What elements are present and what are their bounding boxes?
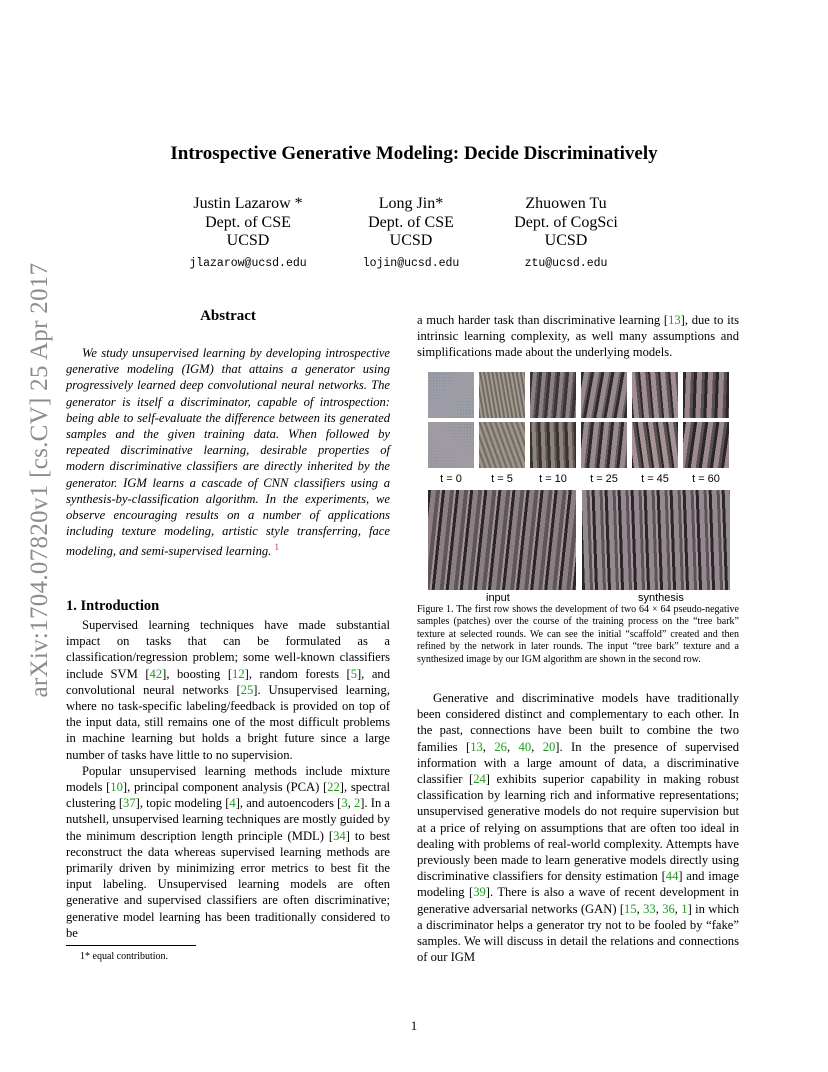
abstract-heading: Abstract	[200, 308, 256, 324]
introduction-body	[66, 617, 390, 941]
synthesis-label: synthesis	[638, 592, 684, 604]
author-inst: UCSD	[544, 232, 588, 249]
sample-patch-t10-b	[530, 422, 576, 468]
author-dept: Dept. of CSE	[368, 213, 454, 231]
author-block-3	[466, 195, 666, 273]
sample-patch-t45-b	[632, 422, 678, 468]
right-column-body	[417, 690, 739, 965]
citation-link[interactable]: 4	[229, 796, 236, 811]
input-texture-image	[428, 490, 576, 590]
citation-link[interactable]: 26	[494, 739, 507, 754]
citation-link[interactable]: 40	[518, 739, 532, 754]
paragraph: Supervised learning techniques have made substantial impact on tasks that can be formulated as a classification/regression problem; some well-known classifiers include SVM [42], boosting [12], random forests [5], and convolutional neural networks [25]. Unsupervised learning, where no task-specific labeling/feedback is provided on top of the input data, still remains one of the most difficult problems in machine learning but holds a bright future since a large number of tasks have little to no supervision.	[66, 618, 390, 762]
sample-patch-t0-b	[428, 422, 474, 468]
round-label: t = 25	[590, 473, 618, 485]
footnote-rule	[66, 945, 196, 946]
sample-patch-t10-a	[530, 372, 576, 418]
citation-link[interactable]: 22	[327, 780, 340, 795]
sample-patch-t5-b	[479, 422, 525, 468]
author-dept: Dept. of CSE	[205, 213, 291, 231]
citation-link[interactable]: 13	[470, 739, 483, 754]
citation-link[interactable]: 37	[123, 796, 136, 811]
paragraph: Generative and discriminative models have traditionally been considered distinct and complementary to each other. In the past, connections have been built to combine the two families [13, 26, 40, 20]. In the presence of supervised information with a large amount of data, a discriminative classifier [24] exhibits superior capability in making robust classification by learning rich and informative representations; unsupervised generative models do not require supervision but at a price of relying on assumptions that are often too ideal in dealing with problems of real-world complexity. Attempts have previously been made to learn generative models directly using discriminative classifiers for density estimation [44] and image modeling [39]. There is also a wave of recent development in generative adversarial networks (GAN) [15, 33, 36, 1] in which a discriminator helps a generator try not to be fooled by “fake” samples. We will discuss in detail the relations and connections of our IGM	[417, 691, 740, 965]
citation-link[interactable]: 1	[681, 901, 688, 916]
citation-link[interactable]: 10	[110, 780, 123, 795]
round-label: t = 10	[539, 473, 567, 485]
citation-link[interactable]: 2	[353, 796, 361, 811]
sample-patch-t60-b	[683, 422, 729, 468]
figure-1	[428, 372, 732, 590]
author-name: Long Jin*	[378, 195, 444, 212]
abstract-body	[66, 345, 390, 560]
paragraph: a much harder task than discriminative learning [13], due to its intrinsic learning complexity, as well many assumptions and simplifications made about the underlying models.	[417, 313, 739, 360]
paragraph: Popular unsupervised learning methods include mixture models [10], principal component analysis (PCA) [22], spectral clustering [37], topic modeling [4], and autoencoders [3, 2]. In a nutshell, unsupervised learning techniques are mostly guided by the minimum description length principle (MDL) [34] to best reconstruct the data whereas supervised learning methods are primarily driven by minimizing error metrics to best fit the input labeling. Unsupervised learning models are often generative and supervised classifiers are often discriminative; generative model learning has been traditionally considered to be	[66, 763, 390, 940]
citation-link[interactable]: 20	[542, 739, 556, 754]
figure-caption: Figure 1. The first row shows the development of two 64 × 64 pseudo-negative samples (patches) over the course of the training process on the “tree bark” texture at selected rounds. We can see the initial “scaffold” created and then refined by the network in later rounds. The input “tree bark” texture and a synthesized image by our IGM algorithm are shown in the second row.	[417, 604, 739, 665]
sample-patch-t25-a	[581, 372, 627, 418]
footnote-mark[interactable]: 1	[274, 542, 279, 553]
citation-link[interactable]: 42	[149, 666, 163, 681]
author-dept: Dept. of CogSci	[514, 213, 618, 231]
citation-link[interactable]: 34	[333, 828, 346, 843]
citation-link[interactable]: 44	[665, 869, 679, 884]
abstract-text: We study unsupervised learning by developing introspective generative modeling (IGM) that attains a generator using progressively learned deep convolutional neural networks. The generator is itself a discriminator, capable of introspection: being able to self-evaluate the difference between its generated samples and the given training data. When followed by repeated discriminative learning, desirable properties of modern discriminative classifiers are directly inherited by the generator. IGM learns a cascade of CNN classifiers using a synthesis-by-classification algorithm. In the experiments, we observe encouraging results on a number of applications including texture modeling, artistic style transferring, face modeling, and semi-supervised learning.	[66, 346, 390, 559]
footnote: 1* equal contribution.	[80, 951, 169, 962]
citation-link[interactable]: 15	[624, 901, 637, 916]
citation-link[interactable]: 36	[662, 901, 675, 916]
author-inst: UCSD	[226, 232, 270, 249]
round-label: t = 45	[641, 473, 669, 485]
input-label: input	[486, 592, 510, 604]
sample-patch-t45-a	[632, 372, 678, 418]
sample-patch-t60-a	[683, 372, 729, 418]
citation-link[interactable]: 25	[240, 682, 254, 697]
author-name: Zhuowen Tu	[525, 195, 607, 212]
citation-link[interactable]: 13	[668, 313, 681, 327]
citation-link[interactable]: 12	[232, 666, 245, 681]
arxiv-id: arXiv:1704.07820v1 [cs.CV] 25 Apr 2017	[26, 262, 53, 698]
section-heading-introduction: 1. Introduction	[66, 598, 160, 614]
author-name: Justin Lazarow *	[193, 195, 303, 212]
author-email[interactable]: jlazarow@ucsd.edu	[189, 256, 307, 270]
citation-link[interactable]: 5	[350, 666, 357, 681]
sample-patch-t25-b	[581, 422, 627, 468]
round-label: t = 60	[692, 473, 720, 485]
citation-link[interactable]: 24	[473, 772, 486, 787]
sample-patch-t0-a	[428, 372, 474, 418]
author-email[interactable]: lojin@ucsd.edu	[362, 256, 460, 270]
page-number: 1	[410, 1018, 418, 1033]
citation-link[interactable]: 39	[473, 885, 486, 900]
paper-title: Introspective Generative Modeling: Decide Discriminatively	[170, 143, 658, 164]
sample-patch-t5-a	[479, 372, 525, 418]
citation-link[interactable]: 3	[341, 796, 348, 811]
author-inst: UCSD	[389, 232, 433, 249]
round-label: t = 5	[491, 473, 513, 485]
synthesized-texture-image	[582, 490, 730, 590]
round-label: t = 0	[440, 473, 462, 485]
author-email[interactable]: ztu@ucsd.edu	[524, 256, 608, 270]
citation-link[interactable]: 33	[643, 901, 656, 916]
right-column-top	[417, 312, 739, 361]
